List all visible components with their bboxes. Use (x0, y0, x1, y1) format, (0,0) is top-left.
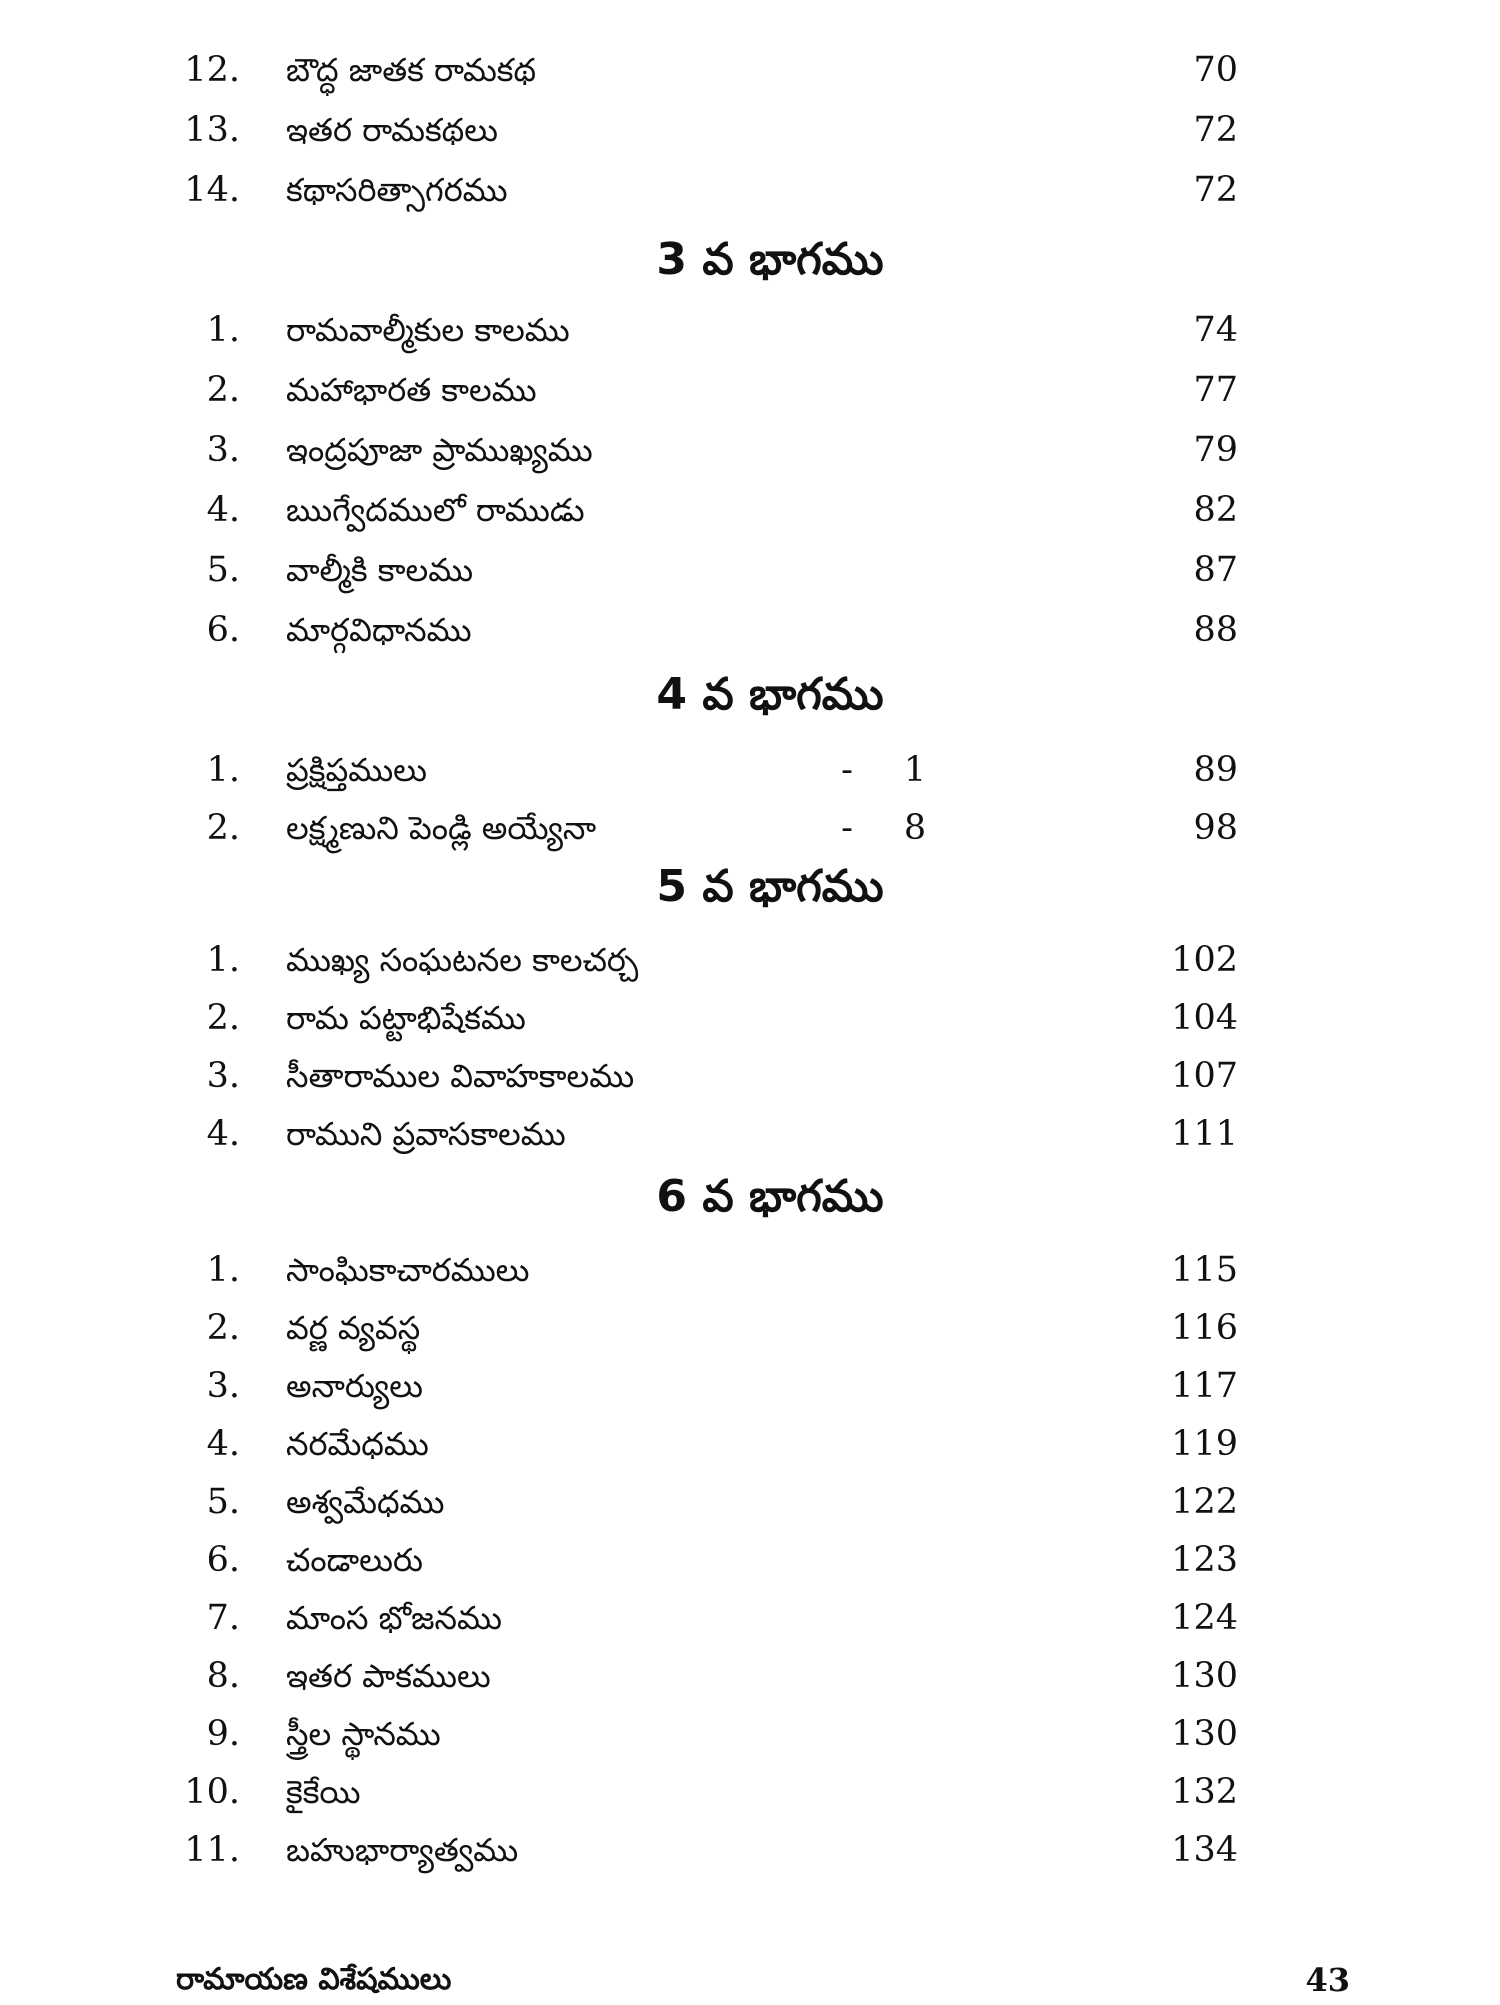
entry-number: 4. (206, 1114, 240, 1154)
entry-title: బహుభార్యాత్వము (286, 1831, 519, 1869)
section-heading (0, 225, 1500, 295)
entry-number: 1. (206, 310, 240, 350)
toc-entry (0, 480, 1500, 540)
entry-number: 11. (184, 1830, 240, 1870)
entry-page-number: 134 (1171, 1830, 1238, 1870)
entry-page-number: 107 (1171, 1056, 1238, 1096)
toc-entry (0, 1104, 1500, 1164)
toc-entry (0, 930, 1500, 990)
entry-number: 14. (184, 170, 240, 210)
entry-title: సీతారాముల వివాహకాలము (286, 1057, 635, 1095)
entry-page-number: 104 (1171, 998, 1238, 1038)
entry-page-number: 116 (1171, 1308, 1238, 1348)
entry-number: 12. (184, 50, 240, 90)
entry-page-number: 130 (1171, 1714, 1238, 1754)
entry-page-number: 89 (1193, 750, 1238, 790)
entry-title: ఇతర పాకములు (286, 1657, 491, 1695)
toc-entry (0, 1240, 1500, 1300)
section-heading (0, 852, 1500, 922)
entry-title: రామ పట్టాభిషేకము (286, 999, 526, 1037)
entry-title: రామవాల్మీకుల కాలము (286, 311, 570, 349)
entry-page-number: 98 (1193, 808, 1238, 848)
toc-entry (0, 420, 1500, 480)
entry-number: 4. (206, 1424, 240, 1464)
section-heading-text: 4 వ భాగము (656, 669, 884, 720)
toc-entry (0, 1046, 1500, 1106)
entry-title: ముఖ్య సంఘటనల కాలచర్చ (286, 941, 639, 979)
section-heading-text: 3 వ భాగము (656, 234, 884, 285)
entry-number: 2. (206, 370, 240, 410)
entry-title: కథాసరిత్సాగరము (286, 171, 508, 209)
entry-number: 3. (206, 430, 240, 470)
entry-sub-number: 1 (903, 750, 927, 790)
section-heading (0, 1162, 1500, 1232)
entry-title: మార్గవిధానము (286, 611, 472, 649)
entry-page-number: 82 (1193, 490, 1238, 530)
toc-entry (0, 300, 1500, 360)
toc-entry (0, 1646, 1500, 1706)
toc-entry (0, 1356, 1500, 1416)
entry-number: 7. (206, 1598, 240, 1638)
entry-number: 3. (206, 1056, 240, 1096)
entry-page-number: 124 (1171, 1598, 1238, 1638)
entry-title: ఇతర రామకథలు (286, 111, 498, 149)
entry-title: ఇంద్రపూజా ప్రాముఖ్యము (286, 431, 593, 469)
entry-page-number: 123 (1171, 1540, 1238, 1580)
entry-title: అశ్వమేధము (286, 1483, 445, 1521)
entry-title: కైకేయి (286, 1773, 361, 1811)
footer-book-title: రామాయణ విశేషములు (176, 1962, 452, 1997)
entry-page-number: 132 (1171, 1772, 1238, 1812)
entry-title: ప్రక్షిప్తములు (286, 751, 427, 789)
toc-entry (0, 1414, 1500, 1474)
toc-entry (0, 1588, 1500, 1648)
entry-page-number: 88 (1193, 610, 1238, 650)
entry-page-number: 87 (1193, 550, 1238, 590)
entry-title: స్త్రీల స్థానము (286, 1715, 441, 1753)
entry-title: లక్ష్మణుని పెండ్లి అయ్యేనా (286, 809, 597, 847)
entry-page-number: 79 (1193, 430, 1238, 470)
entry-number: 4. (206, 490, 240, 530)
entry-number: 13. (184, 110, 240, 150)
entry-title: నరమేధము (286, 1425, 429, 1463)
entry-page-number: 119 (1171, 1424, 1238, 1464)
toc-entry (0, 100, 1500, 160)
entry-page-number: 117 (1171, 1366, 1238, 1406)
entry-page-number: 111 (1171, 1114, 1238, 1154)
entry-page-number: 70 (1193, 50, 1238, 90)
toc-entry (0, 1530, 1500, 1590)
entry-title: బౌద్ధ జాతక రామకథ (286, 51, 537, 89)
toc-entry (0, 1704, 1500, 1764)
entry-number: 9. (206, 1714, 240, 1754)
toc-entry (0, 600, 1500, 660)
entry-title: వాల్మీకి కాలము (286, 551, 474, 589)
entry-number: 3. (206, 1366, 240, 1406)
toc-entry (0, 1820, 1500, 1880)
toc-entry (0, 740, 1500, 800)
toc-entry (0, 160, 1500, 220)
section-heading (0, 660, 1500, 730)
entry-title: వర్ణ వ్యవస్థ (286, 1309, 421, 1347)
entry-number: 5. (206, 550, 240, 590)
toc-entry (0, 40, 1500, 100)
section-heading-text: 5 వ భాగము (656, 861, 884, 912)
entry-title: రాముని ప్రవాసకాలము (286, 1115, 566, 1153)
entry-number: 6. (206, 610, 240, 650)
entry-dash: - (841, 808, 853, 848)
entry-number: 5. (206, 1482, 240, 1522)
entry-title: మహాభారత కాలము (286, 371, 537, 409)
entry-sub-number: 8 (903, 808, 927, 848)
entry-number: 2. (206, 808, 240, 848)
entry-number: 1. (206, 940, 240, 980)
entry-title: ఋగ్వేదములో రాముడు (286, 491, 585, 529)
entry-number: 6. (206, 1540, 240, 1580)
toc-entry (0, 1472, 1500, 1532)
entry-page-number: 122 (1171, 1482, 1238, 1522)
entry-title: చండాలురు (286, 1541, 423, 1579)
entry-page-number: 72 (1193, 170, 1238, 210)
toc-entry (0, 540, 1500, 600)
entry-number: 1. (206, 750, 240, 790)
entry-page-number: 102 (1171, 940, 1238, 980)
entry-number: 1. (206, 1250, 240, 1290)
entry-number: 8. (206, 1656, 240, 1696)
entry-page-number: 74 (1193, 310, 1238, 350)
toc-entry (0, 1298, 1500, 1358)
entry-number: 10. (184, 1772, 240, 1812)
entry-page-number: 130 (1171, 1656, 1238, 1696)
toc-entry (0, 360, 1500, 420)
toc-entry (0, 1762, 1500, 1822)
entry-number: 2. (206, 998, 240, 1038)
toc-entry (0, 988, 1500, 1048)
entry-page-number: 77 (1193, 370, 1238, 410)
toc-entry (0, 798, 1500, 858)
entry-title: అనార్యులు (286, 1367, 423, 1405)
footer-page-number: 43 (1305, 1961, 1350, 1999)
section-heading-text: 6 వ భాగము (656, 1171, 884, 1222)
entry-number: 2. (206, 1308, 240, 1348)
entry-dash: - (841, 750, 853, 790)
entry-title: సాంఘికాచారములు (286, 1251, 530, 1289)
entry-title: మాంస భోజనము (286, 1599, 502, 1637)
entry-page-number: 72 (1193, 110, 1238, 150)
entry-page-number: 115 (1171, 1250, 1238, 1290)
